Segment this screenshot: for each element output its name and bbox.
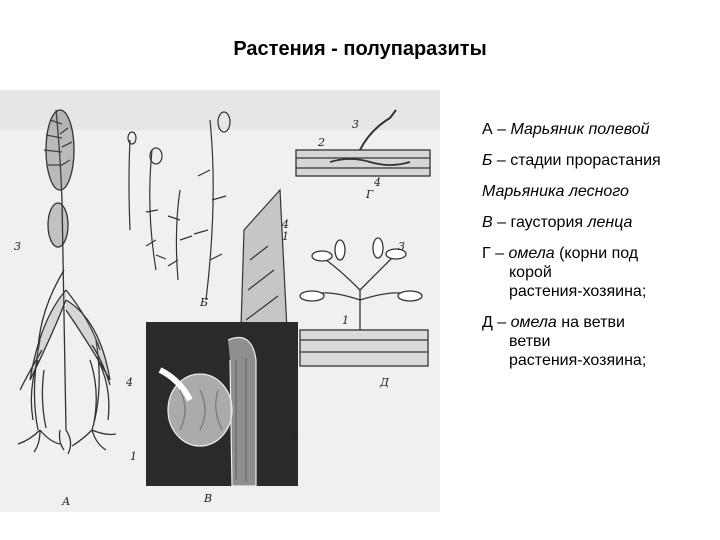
caption-g-sep: – [490, 245, 509, 262]
label-1-v: 1 [130, 450, 137, 463]
caption-v-text: гаустория [510, 214, 588, 231]
caption-v-sep: – [492, 214, 511, 231]
caption-a-sep: – [492, 121, 511, 138]
caption-d-text: на ветви [556, 314, 625, 331]
label-3-d: 3 [398, 240, 405, 253]
label-2-v: 2 [290, 430, 297, 443]
caption-d-sep: – [492, 314, 511, 331]
caption-d-line3: растения-хозяина; [509, 352, 647, 369]
caption-g-species: омела [508, 245, 555, 262]
label-3-g: 3 [352, 118, 359, 131]
caption-g [482, 244, 714, 301]
caption-a-text: Марьяник полевой [510, 121, 650, 138]
caption-a-letter: А [482, 121, 493, 138]
caption-b-continued-text: Марьяника лесного [482, 183, 629, 200]
caption-d-species: омела [510, 314, 557, 331]
label-3-a: 3 [14, 240, 21, 253]
caption-v [482, 213, 714, 232]
caption-d-letter: Д [482, 314, 493, 331]
caption-b-letter: Б [482, 152, 493, 169]
botanical-illustration [0, 90, 440, 512]
label-panel-v: В [204, 492, 213, 505]
caption-b-text: стадии прорастания [510, 152, 661, 169]
slide-title: Растения - полупаразиты [233, 38, 487, 60]
caption-g-line3: растения-хозяина; [509, 283, 647, 300]
label-4-g: 4 [374, 176, 381, 189]
caption-g-line2: корой [509, 264, 552, 281]
label-panel-g: Г [366, 188, 374, 201]
label-4-b: 4 [282, 218, 289, 231]
caption-d-line2: ветви [509, 333, 551, 350]
caption-a [482, 120, 714, 139]
caption-v-species: ленца [587, 214, 633, 231]
illustration-svg [0, 90, 440, 512]
caption-b-continued [482, 182, 714, 201]
label-4-v: 4 [126, 376, 133, 389]
label-1-b: 1 [282, 230, 289, 243]
label-2-g: 2 [318, 136, 325, 149]
caption-b [482, 151, 714, 170]
caption-d [482, 313, 714, 370]
caption-list [482, 120, 714, 382]
caption-g-text: (корни под [554, 245, 639, 262]
caption-g-letter: Г [482, 245, 491, 262]
label-panel-b: Б [200, 296, 209, 309]
caption-b-sep: – [492, 152, 511, 169]
label-1-d: 1 [342, 314, 349, 327]
label-panel-a: А [62, 495, 71, 508]
label-panel-d: Д [380, 376, 389, 389]
caption-v-letter: В [482, 214, 493, 231]
